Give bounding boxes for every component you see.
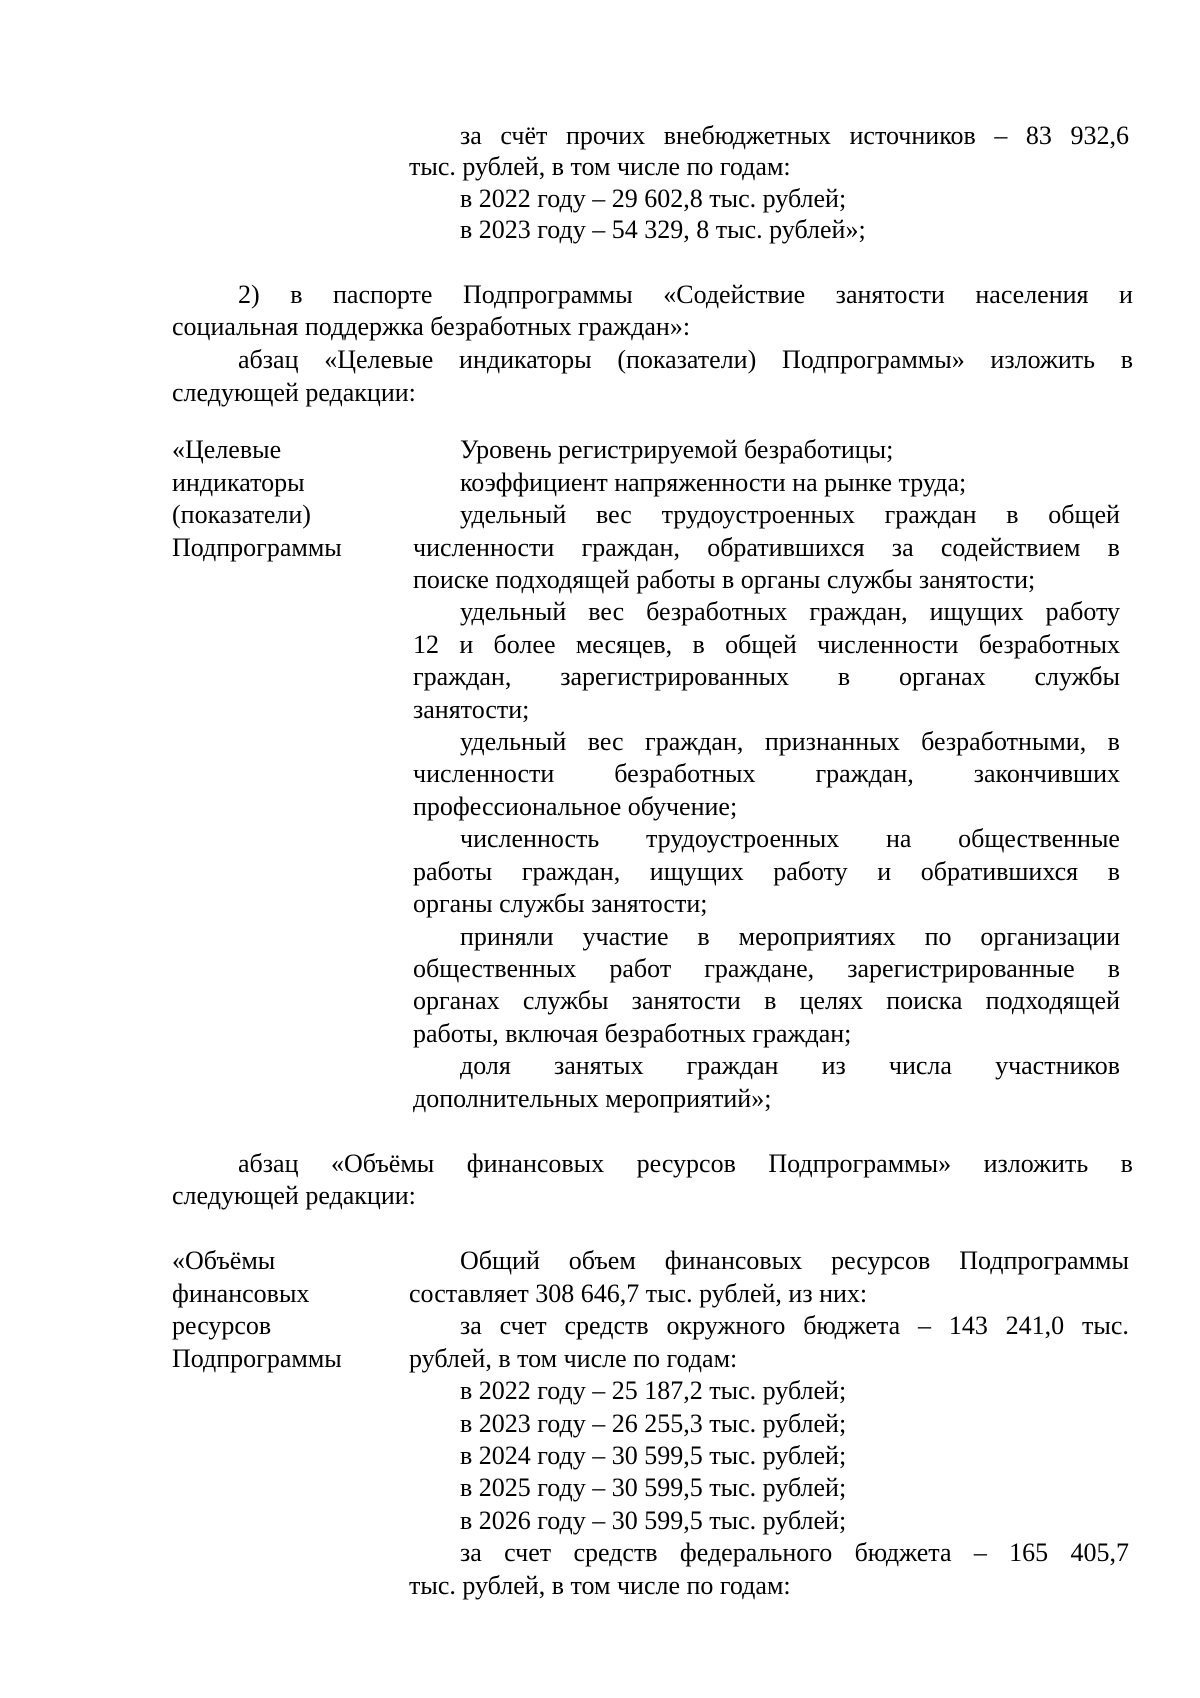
word: граждан, bbox=[645, 727, 744, 756]
indicator-row-17 bbox=[413, 954, 1120, 984]
word: ищущих bbox=[929, 597, 1024, 626]
word: изложить bbox=[990, 345, 1096, 374]
item2-line-4: следующей редакции: bbox=[172, 378, 416, 407]
indicator-row-7 bbox=[413, 630, 1120, 660]
word: численность bbox=[460, 824, 600, 853]
word: – bbox=[994, 121, 1008, 150]
word: вес bbox=[588, 597, 625, 626]
word: за bbox=[460, 121, 482, 150]
word: 12 bbox=[413, 630, 439, 659]
word: финансовых bbox=[664, 1246, 803, 1275]
indicator-row-6 bbox=[460, 597, 1120, 627]
word: в bbox=[1107, 954, 1120, 983]
word: «Содействие bbox=[663, 280, 806, 309]
indicator-row-8 bbox=[413, 662, 1120, 692]
word: общественные bbox=[958, 824, 1120, 853]
word: на bbox=[885, 824, 912, 853]
top-line-4: в 2023 году – 54 329, 8 тыс. рублей»; bbox=[460, 215, 866, 244]
word: федерального bbox=[679, 1538, 833, 1567]
word: общей bbox=[725, 630, 797, 659]
finance-row-4: рублей, в том числе по годам: bbox=[409, 1344, 738, 1373]
word: финансовых bbox=[466, 1149, 605, 1178]
word: подходящей bbox=[985, 986, 1120, 1015]
word: удельный bbox=[460, 500, 567, 529]
indicators-label-1: «Целевые bbox=[172, 435, 282, 464]
indicator-row-9: занятости; bbox=[413, 695, 530, 724]
top-line-1 bbox=[460, 121, 1129, 151]
item2-line-3 bbox=[238, 345, 1133, 375]
word: в bbox=[1120, 1149, 1133, 1178]
para2-line-1 bbox=[238, 1149, 1133, 1179]
word: в bbox=[1006, 500, 1019, 529]
word: обратившихся bbox=[707, 533, 865, 562]
word: – bbox=[917, 1311, 931, 1340]
indicators-label-4: Подпрограммы bbox=[172, 533, 342, 562]
word: в bbox=[290, 280, 303, 309]
word: в bbox=[697, 922, 710, 951]
word: из bbox=[821, 1051, 846, 1080]
indicator-row-12: профессиональное обучение; bbox=[413, 792, 738, 821]
indicator-row-5: поиске подходящей работы в органы службы занятости; bbox=[413, 565, 1036, 594]
word: за bbox=[460, 1311, 482, 1340]
word: числа bbox=[888, 1051, 952, 1080]
word: граждан, bbox=[809, 597, 908, 626]
word: органах bbox=[898, 662, 986, 691]
word: абзац bbox=[238, 1149, 299, 1178]
word: более bbox=[493, 630, 556, 659]
word: численности bbox=[413, 533, 555, 562]
word: 83 bbox=[1025, 121, 1052, 150]
word: трудоустроенных bbox=[645, 824, 840, 853]
word: абзац bbox=[238, 345, 299, 374]
word: счёт bbox=[500, 121, 548, 150]
word: поиска bbox=[886, 986, 963, 1015]
indicator-row-1: Уровень регистрируемой безработицы; bbox=[460, 435, 894, 464]
word: внебюджетных bbox=[663, 121, 831, 150]
indicator-row-10 bbox=[460, 727, 1120, 757]
word: в bbox=[692, 630, 705, 659]
word: бюджета bbox=[803, 1311, 901, 1340]
finance-row-9: в 2026 году – 30 599,5 тыс. рублей; bbox=[460, 1506, 847, 1535]
word: окружного bbox=[666, 1311, 786, 1340]
indicators-label-2: индикаторы bbox=[172, 468, 305, 497]
word: населения bbox=[975, 280, 1089, 309]
word: вес bbox=[596, 500, 632, 529]
word: занятости bbox=[835, 280, 945, 309]
word: «Объёмы bbox=[330, 1149, 435, 1178]
finance-row-5: в 2022 году – 25 187,2 тыс. рублей; bbox=[460, 1376, 847, 1405]
word: участие bbox=[582, 922, 669, 951]
word: Подпрограммы» bbox=[768, 1149, 952, 1178]
finance-row-6: в 2023 году – 26 255,3 тыс. рублей; bbox=[460, 1409, 847, 1438]
word: приняли bbox=[460, 922, 554, 951]
word: по bbox=[924, 922, 952, 951]
word: граждан, bbox=[521, 857, 621, 886]
indicator-row-20 bbox=[460, 1051, 1120, 1081]
word: 143 bbox=[948, 1311, 988, 1340]
word: ресурсов bbox=[831, 1246, 931, 1275]
word: граждане, bbox=[704, 954, 815, 983]
word: службы bbox=[1034, 662, 1120, 691]
word: Общий bbox=[460, 1246, 540, 1275]
finance-label-1: «Объёмы bbox=[172, 1246, 276, 1275]
word: средств bbox=[564, 1311, 649, 1340]
word: прочих bbox=[565, 121, 646, 150]
word: месяцев, bbox=[575, 630, 673, 659]
word: безработных bbox=[646, 597, 788, 626]
word: ресурсов bbox=[636, 1149, 736, 1178]
indicator-row-2: коэффициент напряженности на рынке труда; bbox=[460, 468, 967, 497]
word: объем bbox=[568, 1246, 636, 1275]
word: удельный bbox=[460, 597, 567, 626]
word: Подпрограммы bbox=[462, 280, 633, 309]
top-line-3: в 2022 году – 29 602,8 тыс. рублей; bbox=[460, 184, 847, 213]
indicator-row-4 bbox=[413, 533, 1120, 563]
finance-row-10 bbox=[460, 1538, 1129, 1568]
word: счет bbox=[504, 1538, 552, 1567]
word: признанных bbox=[764, 727, 900, 756]
indicator-row-13 bbox=[460, 824, 1120, 854]
word: Подпрограммы bbox=[959, 1246, 1129, 1275]
item2-line-1 bbox=[238, 280, 1133, 310]
top-line-2: тыс. рублей, в том числе по годам: bbox=[409, 152, 791, 181]
word: источников bbox=[849, 121, 976, 150]
word: закончивших bbox=[973, 759, 1120, 788]
indicators-label-3: (показатели) bbox=[172, 500, 311, 529]
indicator-row-14 bbox=[413, 857, 1120, 887]
finance-label-2: финансовых bbox=[172, 1279, 310, 1308]
word: работу bbox=[773, 857, 848, 886]
word: изложить bbox=[983, 1149, 1089, 1178]
word: доля bbox=[460, 1051, 511, 1080]
finance-row-1 bbox=[460, 1246, 1129, 1276]
word: за bbox=[891, 533, 914, 562]
word: тыс. bbox=[1082, 1311, 1129, 1340]
word: ищущих bbox=[649, 857, 744, 886]
word: трудоустроенных bbox=[661, 500, 855, 529]
word: за bbox=[460, 1538, 482, 1567]
word: граждан, bbox=[581, 533, 680, 562]
word: участников bbox=[995, 1051, 1120, 1080]
word: Подпрограммы» bbox=[781, 345, 965, 374]
word: удельный bbox=[460, 727, 567, 756]
finance-row-7: в 2024 году – 30 599,5 тыс. рублей; bbox=[460, 1441, 847, 1470]
word: работ bbox=[609, 954, 672, 983]
word: 241,0 bbox=[1005, 1311, 1065, 1340]
word: в bbox=[837, 662, 851, 691]
indicator-row-3 bbox=[460, 500, 1120, 530]
word: 165 bbox=[1009, 1538, 1049, 1567]
word: зарегистрированные bbox=[847, 954, 1075, 983]
word: безработных bbox=[978, 630, 1120, 659]
word: и bbox=[459, 630, 474, 659]
finance-label-4: Подпрограммы bbox=[172, 1344, 342, 1373]
word: (показатели) bbox=[617, 345, 757, 374]
word: средств bbox=[573, 1538, 658, 1567]
word: обратившихся bbox=[920, 857, 1079, 886]
word: органах bbox=[413, 986, 500, 1015]
indicator-row-18 bbox=[413, 986, 1120, 1016]
indicator-row-15: органы службы занятости; bbox=[413, 889, 708, 918]
finance-row-11: тыс. рублей, в том числе по годам: bbox=[409, 1571, 791, 1600]
word: общественных bbox=[413, 954, 577, 983]
word: в bbox=[1107, 533, 1120, 562]
indicator-row-19: работы, включая безработных граждан; bbox=[413, 1019, 852, 1048]
indicator-row-21: дополнительных мероприятий»; bbox=[413, 1084, 772, 1113]
word: граждан bbox=[686, 1051, 779, 1080]
word: в bbox=[1107, 727, 1120, 756]
word: общей bbox=[1048, 500, 1120, 529]
word: паспорте bbox=[332, 280, 433, 309]
word: вес bbox=[587, 727, 624, 756]
word: в bbox=[1120, 345, 1133, 374]
word: работу bbox=[1045, 597, 1120, 626]
word: численности bbox=[817, 630, 959, 659]
word: бюджета bbox=[854, 1538, 952, 1567]
para2-line-2: следующей редакции: bbox=[172, 1181, 416, 1210]
word: и bbox=[1119, 280, 1133, 309]
word: безработных bbox=[614, 759, 756, 788]
finance-label-3: ресурсов bbox=[172, 1311, 272, 1340]
word: граждан, bbox=[413, 662, 512, 691]
word: содействием bbox=[940, 533, 1081, 562]
indicator-row-16 bbox=[460, 922, 1120, 952]
finance-row-8: в 2025 году – 30 599,5 тыс. рублей; bbox=[460, 1473, 847, 1502]
finance-row-3 bbox=[460, 1311, 1129, 1341]
word: в bbox=[1107, 857, 1120, 886]
word: 932,6 bbox=[1070, 121, 1129, 150]
word: 2) bbox=[238, 280, 260, 309]
word: безработными, bbox=[921, 727, 1087, 756]
word: индикаторы bbox=[459, 345, 592, 374]
word: численности bbox=[413, 759, 555, 788]
word: и bbox=[877, 857, 892, 886]
word: службы bbox=[522, 986, 609, 1015]
word: занятости bbox=[631, 986, 741, 1015]
indicator-row-11 bbox=[413, 759, 1120, 789]
word: организации bbox=[980, 922, 1120, 951]
word: 405,7 bbox=[1070, 1538, 1129, 1567]
word: целях bbox=[799, 986, 864, 1015]
item2-line-2: социальная поддержка безработных граждан»: bbox=[172, 312, 691, 341]
word: «Целевые bbox=[324, 345, 434, 374]
word: занятых bbox=[553, 1051, 644, 1080]
word: работы bbox=[413, 857, 493, 886]
word: мероприятиях bbox=[738, 922, 896, 951]
word: граждан bbox=[884, 500, 977, 529]
word: счет bbox=[499, 1311, 547, 1340]
word: – bbox=[973, 1538, 987, 1567]
word: в bbox=[764, 986, 777, 1015]
word: граждан, bbox=[815, 759, 914, 788]
word: зарегистрированных bbox=[560, 662, 790, 691]
finance-row-2: составляет 308 646,7 тыс. рублей, из них: bbox=[409, 1279, 868, 1308]
